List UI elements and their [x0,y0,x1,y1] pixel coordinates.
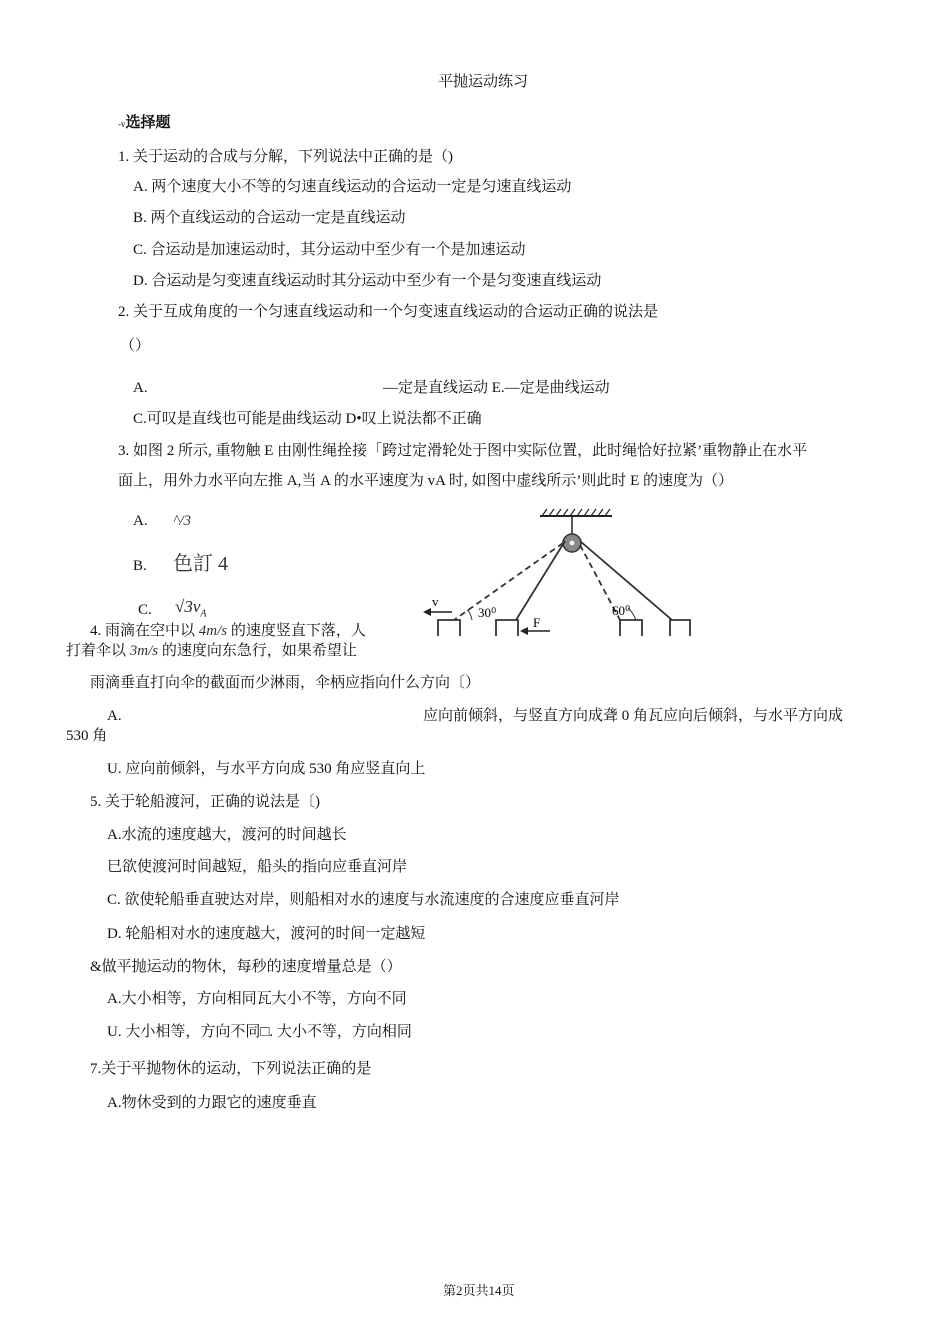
page-title: 平抛运动练习 [438,74,529,90]
q4-option-cd: U. 应向前倾斜，与水平方向成 530 角应竖直向上 [107,761,426,777]
q4-line-2-pre: 打着伞以 [66,643,130,659]
q4-line-1-post: 的速度竖直下落，人 [227,623,366,639]
q6-stem: &做平抛运动的物休，每秒的速度增量总是（） [90,959,402,975]
q7-option-a: A.物休受到的力跟它的速度垂直 [107,1095,317,1111]
q2-option-a-label: A. [133,380,148,396]
q3-option-a-value: ^/3 [173,513,191,529]
q2-paren: （） [120,338,151,354]
force-arrowhead [520,627,528,635]
q2-stem: 2. 关于互成角度的一个匀速直线运动和一个匀变速直线运动的合运动正确的说法是 [118,304,659,320]
angle-arc-left [467,610,472,620]
force-label: F [533,615,541,630]
velocity-arrowhead [423,608,431,616]
q2-option-cd: C.可叹是直线也可能是曲线运动 D•叹上说法都不正确 [133,411,482,427]
q5-stem: 5. 关于轮船渡河，正确的说法是〔) [90,794,320,810]
q4-option-a-text: 应向前倾斜，与竖直方向成聋 0 角瓦应向后倾斜，与水平方向成 [423,708,844,724]
ceiling-hatching [542,509,610,516]
section-heading [118,114,171,133]
q1-option-c: C. 合运动是加速运动时，其分运动中至少有一个是加速运动 [133,242,526,258]
q4-line-1 [90,622,366,640]
q1-stem: 1. 关于运动的合成与分解，下列说法中正确的是（) [118,149,453,165]
pulley-axle [570,541,575,546]
q1-option-d: D. 合运动是匀变速直线运动时其分运动中至少有一个是匀变速直线运动 [133,273,602,289]
q1-option-a: A. 两个速度大小不等的匀速直线运动的合运动一定是匀速直线运动 [133,179,572,195]
q4-line-2-post: 的速度向东急行，如果希望让 [158,643,357,659]
pulley-diagram [420,505,700,640]
section-title: 选择题 [125,115,171,131]
block-b [670,620,690,636]
block-a [496,620,518,636]
q3-option-c-main: √3v [175,597,201,616]
q4-rain-speed: 4m/s [198,623,228,639]
velocity-label: v [432,594,439,609]
q5-option-d: D. 轮船相对水的速度越大，渡河的时间一定越短 [107,926,426,942]
q4-line-1-pre: 4. 雨滴在空中以 [90,623,199,639]
q6-option-ab: A.大小相等，方向相同瓦大小不等，方向不同 [107,991,407,1007]
rope-left-dashed [454,543,563,620]
q3-option-c-value [175,596,207,625]
angle-label-right: 60⁰ [612,603,631,618]
q3-option-a-label: A. [133,513,148,529]
q5-option-c: C. 欲使轮船垂直驶达对岸，则船相对水的速度与水流速度的合速度应垂直河岸 [107,892,620,908]
q6-option-cd: U. 大小相等，方向不同□. 大小不等，方向相同 [107,1024,412,1040]
angle-label-left: 30⁰ [478,605,497,620]
rope-left-solid [516,541,565,620]
q2-option-a-text: —定是直线运动 E.—定是曲线运动 [383,380,610,396]
q3-option-c-label: C. [138,602,152,618]
q3-line-1: 3. 如图 2 所示, 重物触 E 由刚性绳拴接「跨过定滑轮处于图中实际位置，此时绳恰好拉紧’重物静止在水平 [118,443,808,459]
q4-walk-speed: 3m/s [129,643,159,659]
q1-option-b: B. 两个直线运动的合运动一定是直线运动 [133,210,406,226]
section-mark: -v [118,119,126,129]
block-b-dashed [620,620,642,636]
q4-option-a-label: A. [107,708,122,724]
q4-line-3: 雨滴垂直打向伞的截面而少淋雨，伞柄应指向什么方向〔） [90,675,481,691]
block-a-dashed [438,620,460,636]
q4-line-2 [66,642,357,660]
q7-stem: 7.关于平抛物休的运动，下列说法正确的是 [90,1061,372,1077]
page-footer: 第2页共14页 [443,1283,515,1298]
q3-line-2: 面上，用外力水平向左推 A,当 A 的水平速度为 vA 时, 如图中虚线所示’则此时 E 的速度为（） [118,473,734,489]
q4-option-a-cont: 530 角 [66,728,108,744]
q5-option-a: A.水流的速度越大，渡河的时间越长 [107,827,347,843]
q3-option-c-subscript: A [200,608,207,620]
q5-option-b: 巳欲使渡河时间越短，船头的指向应垂直河岸 [107,859,408,875]
q3-option-b-label: B. [133,558,147,574]
q3-option-b-value: 色訂 4 [173,553,228,575]
